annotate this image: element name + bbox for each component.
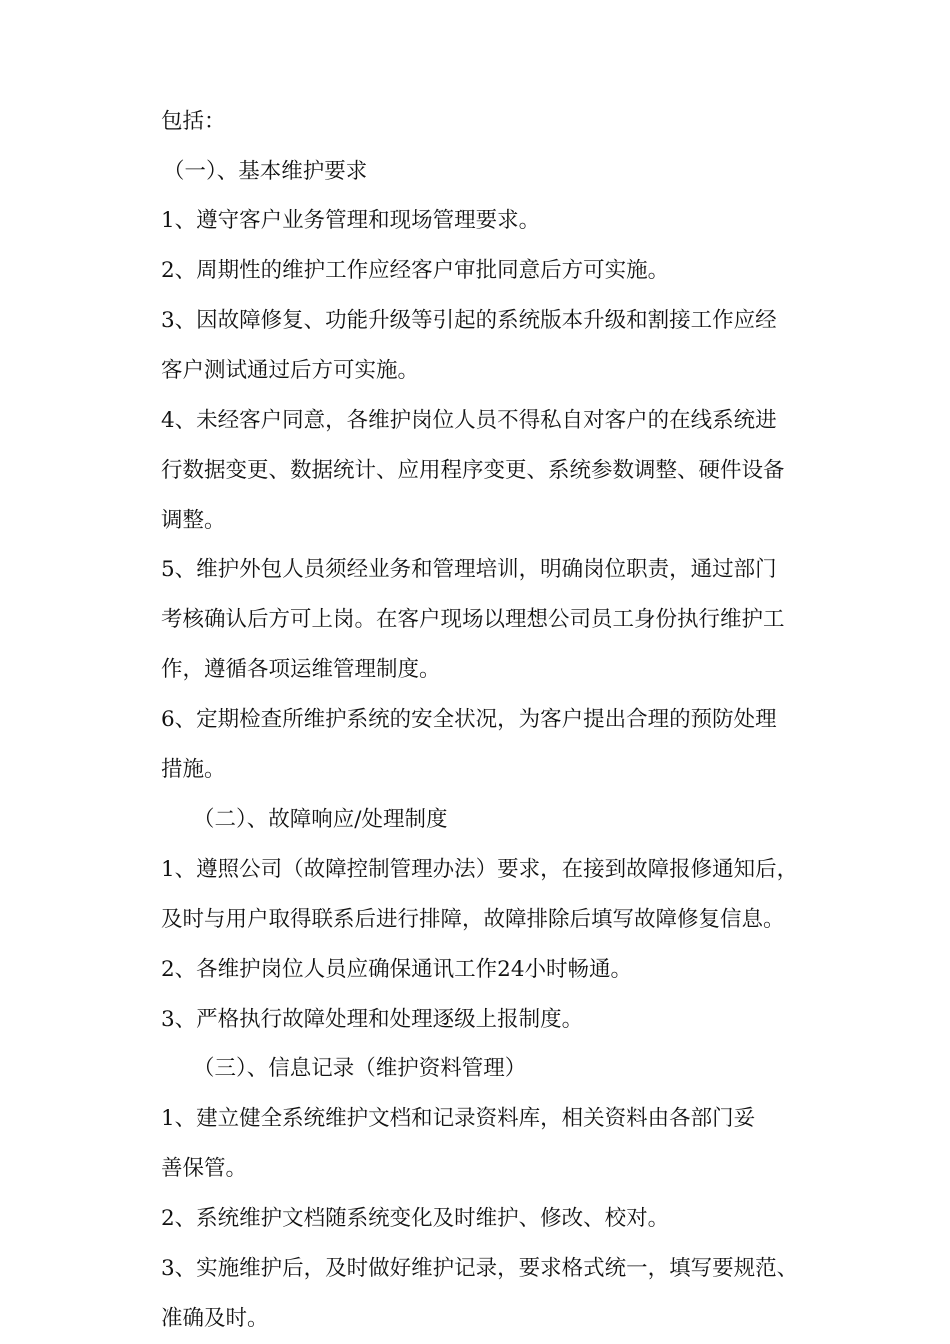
paragraph-line: 3、因故障修复、功能升级等引起的系统版本升级和割接工作应经: [161, 308, 777, 333]
section-heading-3: （三）、信息记录（维护资料管理）: [193, 1056, 527, 1081]
paragraph-line: 准确及时。: [161, 1306, 269, 1331]
paragraph-line: 2、各维护岗位人员应确保通讯工作24小时畅通。: [161, 957, 633, 982]
paragraph-line: 善保管。: [161, 1156, 248, 1181]
paragraph-line: 3、实施维护后，及时做好维护记录，要求格式统一，填写要规范、: [161, 1256, 799, 1281]
paragraph-line: 2、周期性的维护工作应经客户审批同意后方可实施。: [161, 258, 670, 283]
paragraph-line: 1、遵守客户业务管理和现场管理要求。: [161, 208, 541, 233]
paragraph-line: 及时与用户取得联系后进行排障，故障排除后填写故障修复信息。: [161, 907, 785, 932]
section-heading-2: （二）、故障响应/处理制度: [193, 807, 448, 832]
paragraph-line: 考核确认后方可上岗。在客户现场以理想公司员工身份执行维护工: [161, 607, 785, 632]
intro-line: 包括：: [161, 109, 226, 134]
paragraph-line: 措施。: [161, 757, 226, 782]
paragraph-line: 1、建立健全系统维护文档和记录资料库，相关资料由各部门妥: [161, 1106, 756, 1131]
paragraph-line: 调整。: [161, 508, 226, 533]
paragraph-line: 6、定期检查所维护系统的安全状况，为客户提出合理的预防处理: [161, 707, 777, 732]
section-heading-1: （一）、基本维护要求: [163, 159, 368, 184]
paragraph-line: 行数据变更、数据统计、应用程序变更、系统参数调整、硬件设备: [161, 458, 785, 483]
paragraph-line: 客户测试通过后方可实施。: [161, 358, 420, 383]
paragraph-line: 4、未经客户同意，各维护岗位人员不得私自对客户的在线系统进: [161, 408, 777, 433]
paragraph-line: 2、系统维护文档随系统变化及时维护、修改、校对。: [161, 1206, 670, 1231]
paragraph-line: 5、维护外包人员须经业务和管理培训，明确岗位职责，通过部门: [161, 557, 777, 582]
paragraph-line: 作，遵循各项运维管理制度。: [161, 657, 441, 682]
paragraph-line: 1、遵照公司（故障控制管理办法）要求，在接到故障报修通知后，: [161, 857, 799, 882]
paragraph-line: 3、严格执行故障处理和处理逐级上报制度。: [161, 1007, 584, 1032]
